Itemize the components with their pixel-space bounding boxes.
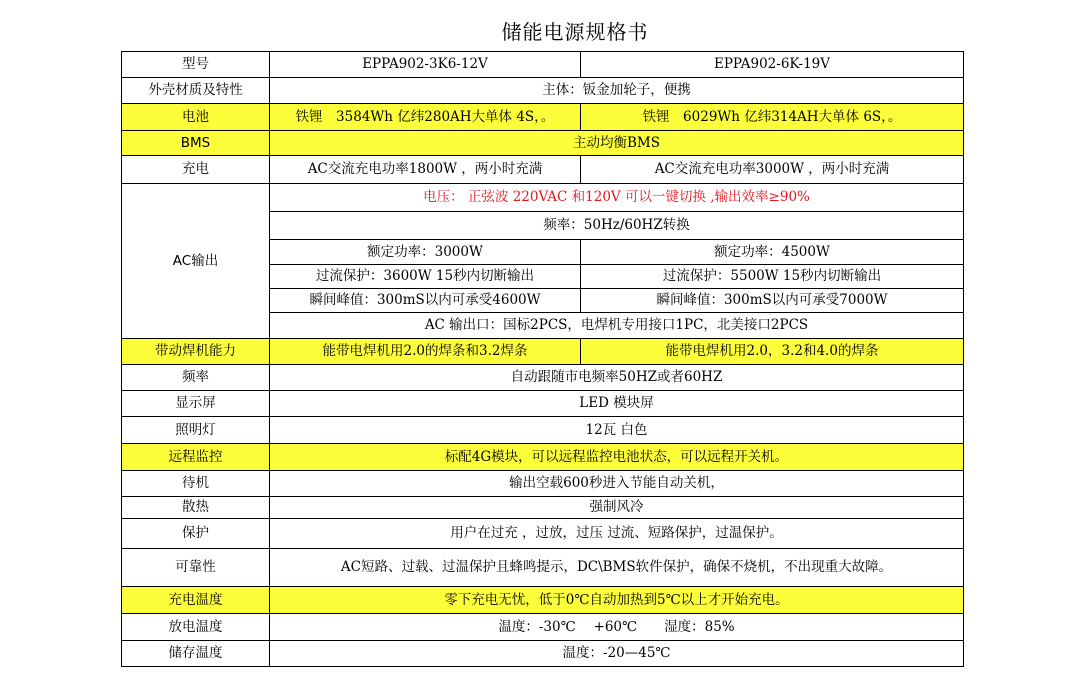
row-display xyxy=(122,391,964,417)
bms-value: 主动均衡BMS xyxy=(270,131,964,156)
ac-rated-a: 额定功率：3000W xyxy=(270,240,581,265)
row-frequency xyxy=(122,365,964,391)
ac-voltage: 电压： 正弦波 220VAC 和120V 可以一键切换 ,输出效率≥90% xyxy=(270,184,964,212)
frequency-label: 频率 xyxy=(122,365,270,391)
cooling-label: 散热 xyxy=(122,497,270,519)
row-remote xyxy=(122,444,964,471)
charge-b: AC交流充电功率3000W ，两小时充满 xyxy=(581,156,964,184)
battery-a: 铁锂 3584Wh 亿纬280AH大单体 4S，。 xyxy=(270,104,581,131)
discharge-temp-label: 放电温度 xyxy=(122,614,270,641)
storage-temp-value: 温度：-20—45℃ xyxy=(270,641,964,667)
page-title: 储能电源规格书 xyxy=(501,20,649,44)
light-label: 照明灯 xyxy=(122,417,270,444)
row-charge xyxy=(122,156,964,184)
light-value: 12瓦 白色 xyxy=(270,417,964,444)
display-value: LED 模块屏 xyxy=(270,391,964,417)
row-charge-temp xyxy=(122,587,964,614)
charge-a: AC交流充电功率1800W ，两小时充满 xyxy=(270,156,581,184)
protection-label: 保护 xyxy=(122,519,270,549)
cooling-value: 强制风冷 xyxy=(270,497,964,519)
frequency-value: 自动跟随市电频率50HZ或者60HZ xyxy=(270,365,964,391)
row-cooling xyxy=(122,497,964,519)
row-discharge-temp xyxy=(122,614,964,641)
ac-overcurrent-a: 过流保护：3600W 15秒内切断输出 xyxy=(270,265,581,289)
standby-value: 输出空载600秒进入节能自动关机， xyxy=(270,471,964,497)
ac-peak-a: 瞬间峰值：300mS以内可承受4600W xyxy=(270,289,581,313)
ac-ports: AC 输出口：国标2PCS，电焊机专用接口1PC，北美接口2PCS xyxy=(270,313,964,339)
remote-label: 远程监控 xyxy=(122,444,270,471)
row-bms xyxy=(122,131,964,156)
bms-label: BMS xyxy=(122,131,270,156)
ac-frequency: 频率：50Hz/60HZ转换 xyxy=(270,212,964,240)
remote-value: 标配4G模块，可以远程监控电池状态，可以远程开关机。 xyxy=(270,444,964,471)
model-b: EPPA902-6K-19V xyxy=(581,52,964,78)
welding-a: 能带电焊机用2.0的焊条和3.2焊条 xyxy=(270,339,581,365)
row-light xyxy=(122,417,964,444)
ac-peak-b: 瞬间峰值：300mS以内可承受7000W xyxy=(581,289,964,313)
housing-value: 主体：钣金加轮子，便携 xyxy=(270,78,964,104)
charge-temp-label: 充电温度 xyxy=(122,587,270,614)
standby-label: 待机 xyxy=(122,471,270,497)
reliability-value: AC短路、过载、过温保护且蜂鸣提示，DC\BMS软件保护，确保不烧机，不出现重大故障。 xyxy=(270,549,964,587)
housing-label: 外壳材质及特性 xyxy=(122,78,270,104)
display-label: 显示屏 xyxy=(122,391,270,417)
protection-value: 用户在过充 ，过放，过压 过流、短路保护，过温保护。 xyxy=(270,519,964,549)
charge-temp-value: 零下充电无忧，低于0℃自动加热到5℃以上才开始充电。 xyxy=(270,587,964,614)
row-protection xyxy=(122,519,964,549)
welding-b: 能带电焊机用2.0，3.2和4.0的焊条 xyxy=(581,339,964,365)
battery-b: 铁锂 6029Wh 亿纬314AH大单体 6S，。 xyxy=(581,104,964,131)
row-housing xyxy=(122,78,964,104)
model-a: EPPA902-3K6-12V xyxy=(270,52,581,78)
model-label: 型号 xyxy=(122,52,270,78)
spec-table xyxy=(121,51,964,667)
row-standby xyxy=(122,471,964,497)
row-welding xyxy=(122,339,964,365)
welding-label: 带动焊机能力 xyxy=(122,339,270,365)
row-battery xyxy=(122,104,964,131)
charge-label: 充电 xyxy=(122,156,270,184)
row-reliability xyxy=(122,549,964,587)
discharge-temp-value: 温度：-30℃ +60℃ 湿度：85% xyxy=(270,614,964,641)
storage-temp-label: 储存温度 xyxy=(122,641,270,667)
row-storage-temp xyxy=(122,641,964,667)
ac-overcurrent-b: 过流保护：5500W 15秒内切断输出 xyxy=(581,265,964,289)
row-model xyxy=(122,52,964,78)
row-ac-voltage xyxy=(122,184,964,212)
battery-label: 电池 xyxy=(122,104,270,131)
reliability-label: 可靠性 xyxy=(122,549,270,587)
ac-label: AC输出 xyxy=(122,184,270,339)
ac-rated-b: 额定功率：4500W xyxy=(581,240,964,265)
